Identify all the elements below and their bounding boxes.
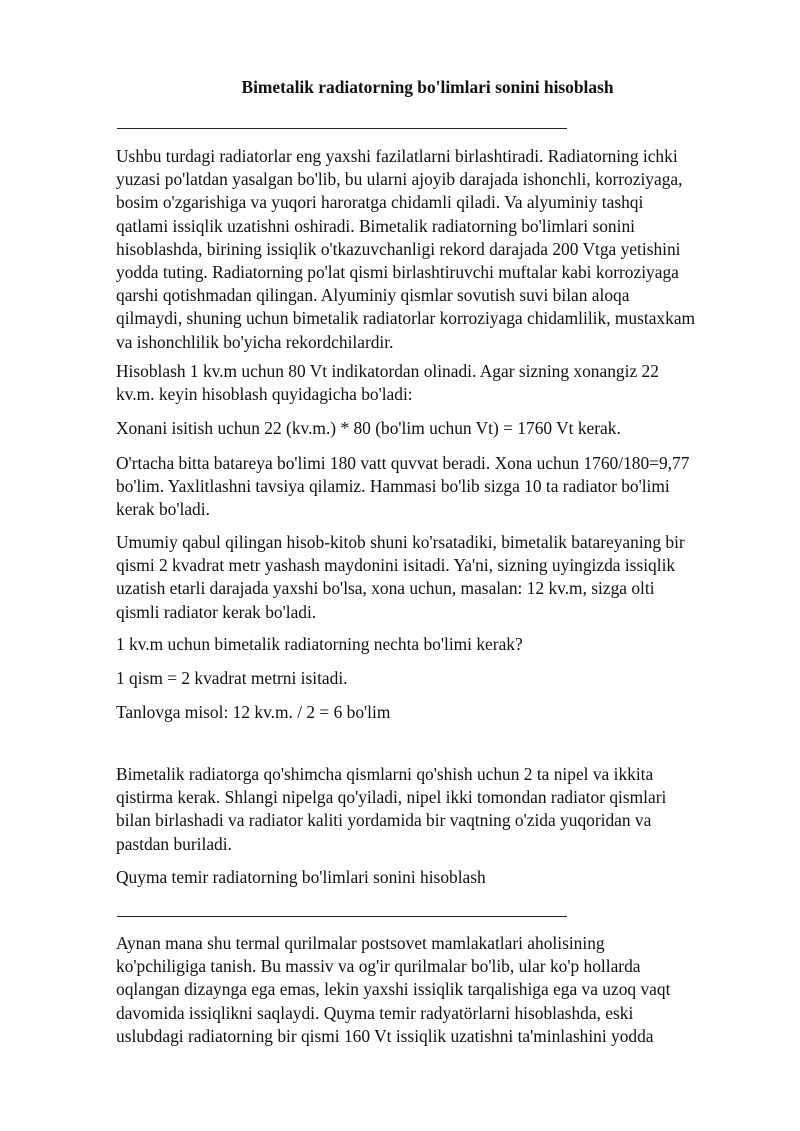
text-line: qatlami issiqlik uzatishni oshiradi. Bimetalik radiatorning bo'limlari sonini [116, 215, 635, 236]
text-line: davomida issiqlikni saqlaydi. Quyma temir radyatörlarni hisoblashda, eski [116, 1002, 634, 1023]
paragraph [116, 417, 756, 440]
horizontal-rule [117, 916, 567, 917]
text-line: Ushbu turdagi radiatorlar eng yaxshi fazilatlarni birlashtiradi. Radiatorning ichki [116, 146, 678, 166]
text-line: qismli radiator kerak bo'ladi. [116, 601, 317, 622]
text-line: yuzasi po'latdan yasalgan bo'lib, bu ularni ajoyib darajada ishonchli, korroziyaga, [116, 169, 683, 190]
paragraph [116, 701, 756, 724]
text-line: oqlangan dizaynga ega emas, lekin yaxshi issiqlik tarqalishiga ega va uzoq vaqt [116, 979, 671, 1000]
text-line: qistirma kerak. Shlangi nipelga qo'yiladi, nipel ikki tomondan radiator qismlari [116, 787, 667, 808]
text-line: uslubdagi radiatorning bir qismi 160 Vt issiqlik uzatishni ta'minlashini yodda [116, 1025, 654, 1046]
text-line: va ishonchlilik bo'yicha rekordchilardir. [116, 331, 394, 352]
section-heading [116, 866, 756, 889]
text-line: pastdan buriladi. [116, 833, 232, 854]
text-line: bilan birlashadi va radiator kaliti yordamida bir vaqtning o'zida yuqoridan va [116, 810, 652, 831]
paragraph [116, 452, 756, 522]
paragraph [116, 667, 756, 690]
text-line: ko'pchiligiga tanish. Bu massiv va og'ir qurilmalar bo'lib, ular ko'p hollarda [116, 956, 641, 977]
text-line: Umumiy qabul qilingan hisob-kitob shuni ko'rsatadiki, bimetalik batareyaning bir [116, 532, 685, 552]
text-line: Xonani isitish uchun 22 (kv.m.) * 80 (bo'lim uchun Vt) = 1760 Vt kerak. [116, 418, 621, 438]
text-line: qilmaydi, shuning uchun bimetalik radiatorlar korroziyaga chidamlilik, mustaxkam [116, 308, 696, 329]
text-line: qismi 2 kvadrat metr yashash maydonini isitadi. Ya'ni, sizning uyingizda issiqlik [116, 555, 676, 576]
text-line: O'rtacha bitta batareya bo'limi 180 vatt quvvat beradi. Xona uchun 1760/180=9,77 [116, 453, 690, 473]
paragraph [116, 932, 756, 1048]
paragraph [116, 633, 756, 656]
paragraph [116, 531, 756, 624]
text-line: Aynan mana shu termal qurilmalar postsovet mamlakatlari aholisining [116, 933, 605, 953]
paragraph [116, 360, 756, 406]
document-title: Bimetalik radiatorning bo'limlari sonini hisoblash [241, 77, 614, 97]
text-line: Tanlovga misol: 12 kv.m. / 2 = 6 bo'lim [116, 702, 391, 722]
text-line: kv.m. keyin hisoblash quyidagicha bo'ladi: [116, 384, 413, 405]
text-line: 1 qism = 2 kvadrat metrni isitadi. [116, 668, 348, 688]
paragraph [116, 145, 756, 354]
horizontal-rule [117, 128, 567, 129]
text-line: bo'lim. Yaxlitlashni tavsiya qilamiz. Hammasi bo'lib sizga 10 ta radiator bo'limi [116, 476, 670, 497]
text-line: Hisoblash 1 kv.m uchun 80 Vt indikatordan olinadi. Agar sizning xonangiz 22 [116, 361, 659, 381]
text-line: yodda tuting. Radiatorning po'lat qismi birlashtiruvchi muftalar kabi korroziyaga [116, 262, 679, 283]
text-line: Bimetalik radiatorga qo'shimcha qismlarni qo'shish uchun 2 ta nipel va ikkita [116, 764, 654, 784]
text-line: hisoblashda, birining issiqlik o'tkazuvchanligi rekord darajada 200 Vtga yetishini [116, 238, 681, 259]
text-line: 1 kv.m uchun bimetalik radiatorning nechta bo'limi kerak? [116, 634, 523, 654]
text-line: uzatish etarli darajada yaxshi bo'lsa, xona uchun, masalan: 12 kv.m, sizga olti [116, 578, 655, 599]
text-line: kerak bo'ladi. [116, 499, 210, 520]
text-line: Quyma temir radiatorning bo'limlari sonini hisoblash [116, 867, 486, 887]
text-line: qarshi qotishmadan qilingan. Alyuminiy qismlar sovutish suvi bilan aloqa [116, 285, 630, 306]
paragraph [116, 763, 756, 856]
text-line: bosim o'zgarishiga va yuqori haroratga chidamli qiladi. Va alyuminiy tashqi [116, 192, 644, 213]
